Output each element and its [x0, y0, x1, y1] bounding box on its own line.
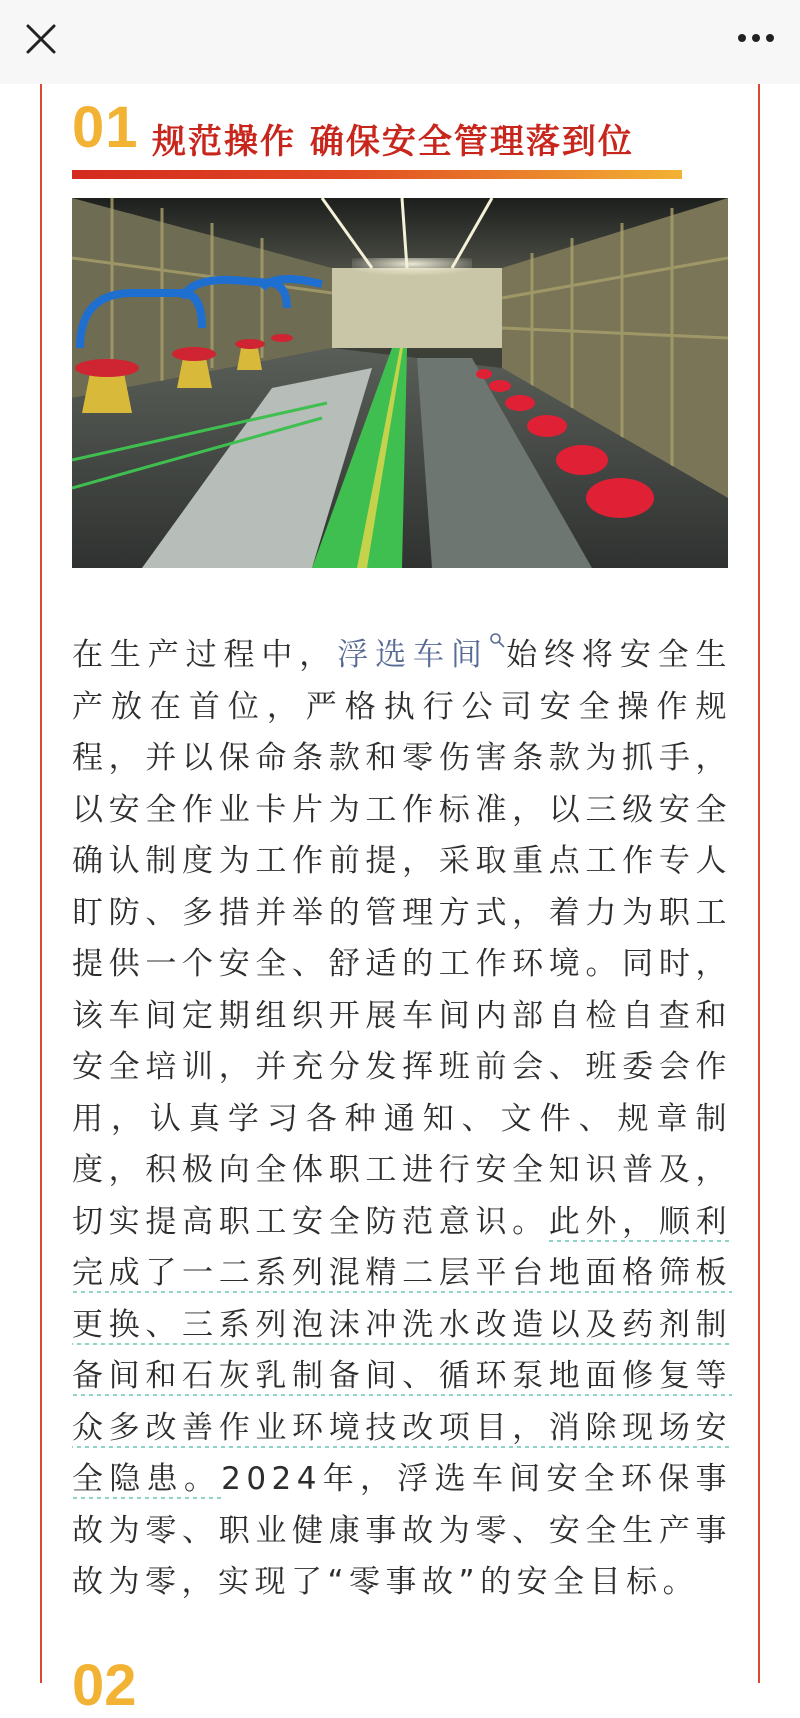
search-icon: [489, 632, 505, 648]
section-heading: [72, 95, 692, 180]
heading-underline: [72, 170, 682, 179]
workshop-link[interactable]: [337, 637, 505, 673]
top-bar: [0, 0, 800, 84]
article-conclusion: 2024年，浮选车间安全环保事故为零、职业健康事故为零、安全生产事故为零，实现了“零事故”的安全目标。: [72, 1461, 732, 1600]
section-number: 01: [72, 95, 139, 160]
highlighted-sentence[interactable]: 此外，顺利完成了一二系列混精二层平台地面格筛板更换、三系列泡沫冲洗水改造以及药剂制备间和石灰乳制备间、循环泵地面修复等众多改善作业环境技改项目，消除现场安全隐患。: [72, 1203, 733, 1497]
close-button[interactable]: [20, 18, 62, 60]
more-options-button[interactable]: [734, 20, 778, 56]
more-options-icon: [734, 20, 778, 56]
close-icon: [20, 18, 62, 60]
section-title: 规范操作 确保安全管理落到位: [152, 122, 634, 162]
article-intro: 在生产过程中，: [72, 637, 338, 673]
article-paragraph-main: 始终将安全生产放在首位，严格执行公司安全操作规程，并以保命条款和零伤害条款为抓手，以安全作业卡片为工作标准，以三级安全确认制度为工作前提，采取重点工作专人盯防、多措并举的管理方式，着力为职工提供一个安全、舒适的工作环境。同时，该车间定期组织开展车间内部自检自查和安全培训，并充分发挥班前会、班委会作用，认真学习各种通知、文件、规章制度，积极向全体职工进行安全知识普及，切实提高职工安全防范意识。: [72, 637, 733, 1240]
article-body: [72, 630, 732, 1609]
workshop-photo: [72, 198, 728, 568]
next-section-number: 02: [72, 1653, 137, 1718]
workshop-link-text: 浮选车间: [337, 637, 489, 673]
